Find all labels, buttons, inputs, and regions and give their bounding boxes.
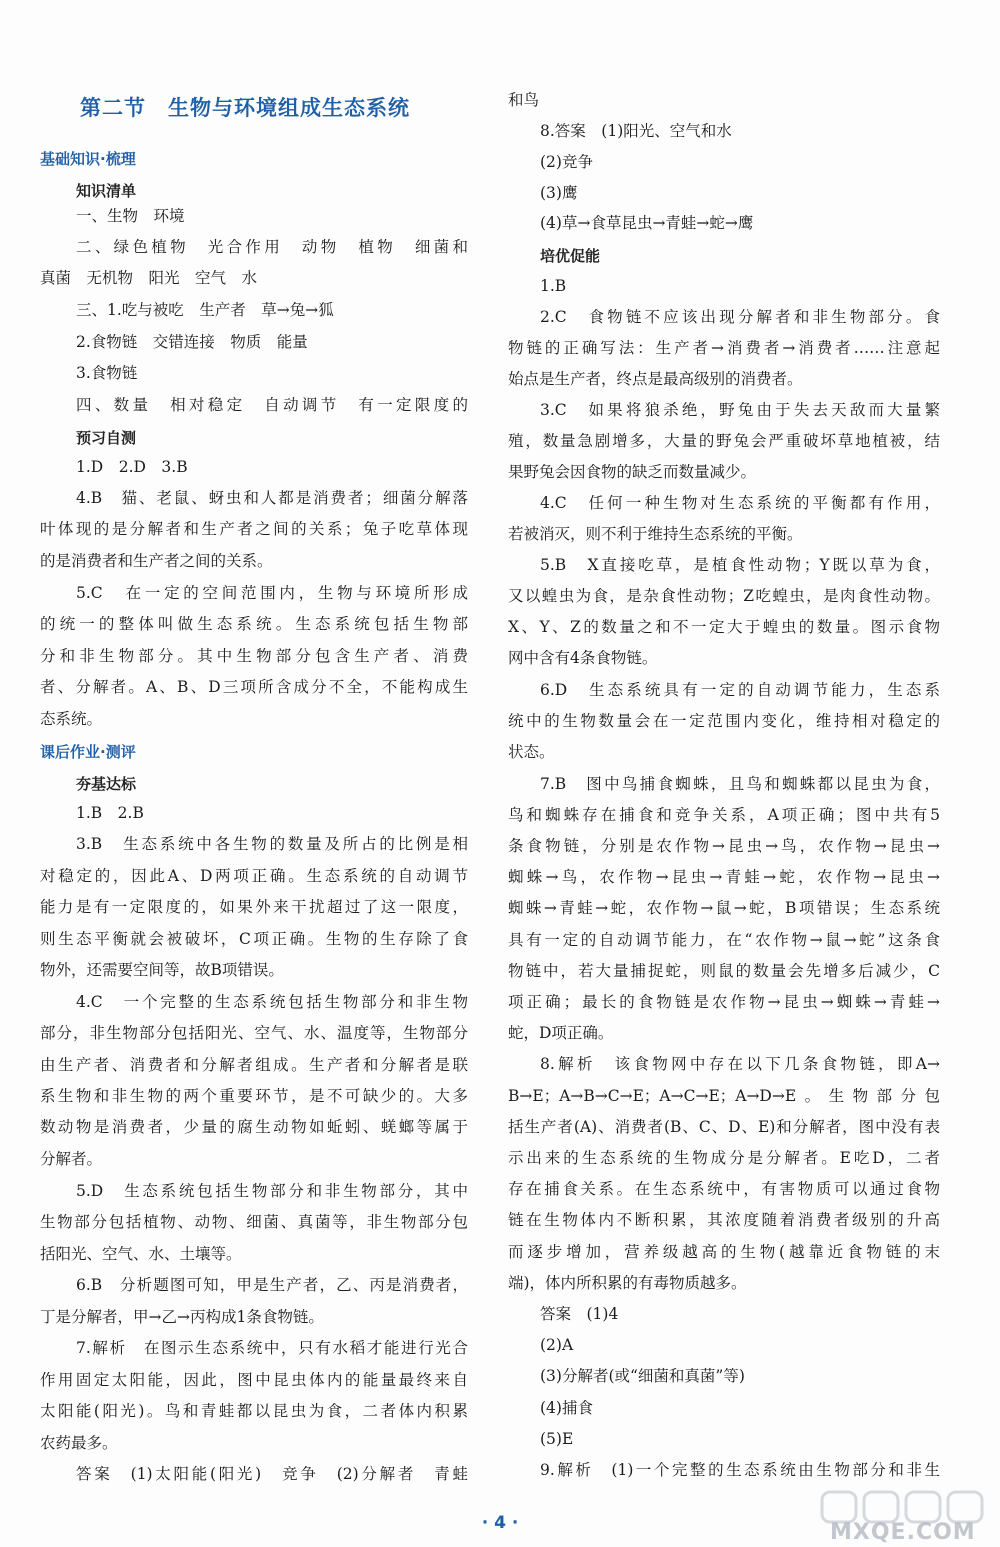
text-line: 对稳定的，因此A、D两项正确。生态系统的自动调节 <box>40 867 468 885</box>
text-line: 答案 (1)4 <box>540 1305 619 1323</box>
text-line: 能力是有一定限度的，如果外来干扰超过了这一限度， <box>40 898 468 916</box>
text-line: 统中的生物数量会在一定范围内变化，维持相对稳定的 <box>508 712 940 730</box>
page-title: 第二节 生物与环境组成生态系统 <box>80 96 410 120</box>
text-line: 2.C 食物链不应该出现分解者和非生物部分。食 <box>540 308 940 326</box>
text-line: 蜘蛛→鸟，农作物→昆虫→青蛙→蛇，农作物→昆虫→ <box>508 868 940 886</box>
text-line: 鸟和蜘蛛存在捕食和竞争关系，A项正确；图中共有5 <box>508 806 940 824</box>
text-line: 生物部分包括植物、动物、细菌、真菌等，非生物部分包 <box>40 1213 468 1231</box>
text-line: 蛇，D项正确。 <box>508 1024 614 1042</box>
text-line: 8.答案 (1)阳光、空气和水 <box>540 122 732 140</box>
text-line: (2)竞争 <box>540 153 593 171</box>
text-line: 8.解析 该食物网中存在以下几条食物链，即A→ <box>540 1055 940 1073</box>
text-line: 分和非生物部分。其中生物部分包含生产者、消费 <box>40 647 468 665</box>
text-line: 丁是分解者，甲→乙→丙构成1条食物链。 <box>40 1308 324 1326</box>
text-line: 7.解析 在图示生态系统中，只有水稻才能进行光合 <box>76 1339 468 1357</box>
text-line: 4.B 猫、老鼠、蚜虫和人都是消费者；细菌分解落 <box>76 489 468 507</box>
text-line: 4.C 一个完整的生态系统包括生物部分和非生物 <box>76 993 468 1011</box>
text-line: 物链中，若大量捕捉蛇，则鼠的数量会先增多后减少，C <box>508 962 940 980</box>
text-line: 具有一定的自动调节能力，在“农作物→鼠→蛇”这条食 <box>508 931 940 949</box>
text-line: 3.食物链 <box>76 364 138 382</box>
subheading-basic-practice: 夯基达标 <box>76 775 137 793</box>
text-line: 6.B 分析题图可知，甲是生产者，乙、丙是消费者， <box>76 1276 468 1294</box>
text-line: 三、1.吃与被吃 生产者 草→兔→狐 <box>76 301 334 319</box>
text-line: 二、绿色植物 光合作用 动物 植物 细菌和 <box>76 238 468 256</box>
text-line: 2.食物链 交错连接 物质 能量 <box>76 333 308 351</box>
page-number: · 4 · <box>481 1513 519 1533</box>
text-line: 者、分解者。A、B、D三项所含成分不全，不能构成生 <box>40 678 468 696</box>
text-line: 一、生物 环境 <box>76 207 185 225</box>
subheading-preview-test: 预习自测 <box>76 429 137 447</box>
text-line: 四、数量 相对稳定 自动调节 有一定限度的 <box>76 396 468 414</box>
text-line: X、Y、Z的数量之和不一定大于蝗虫的数量。图示食物 <box>508 618 940 636</box>
text-line: 的统一的整体叫做生态系统。生态系统包括生物部 <box>40 615 468 633</box>
text-line: 叶体现的是分解者和生产者之间的关系；兔子吃草体现 <box>40 520 468 538</box>
text-line: 的是消费者和生产者之间的关系。 <box>40 552 273 570</box>
text-line: (3)鹰 <box>540 184 578 202</box>
text-line: 分解者。 <box>40 1150 103 1168</box>
text-line: 项正确；最长的食物链是农作物→昆虫→蜘蛛→青蛙→ <box>508 993 940 1011</box>
text-line: 状态。 <box>508 743 555 761</box>
text-line: (3)分解者(或“细菌和真菌”等) <box>540 1367 745 1385</box>
text-line: (4)捕食 <box>540 1399 593 1417</box>
text-line: 真菌 无机物 阳光 空气 水 <box>40 269 258 287</box>
subheading-advanced: 培优促能 <box>540 247 601 265</box>
subheading-knowledge-list: 知识清单 <box>76 182 137 200</box>
text-line: 始点是生产者，终点是最高级别的消费者。 <box>508 370 803 388</box>
text-line: 网中含有4条食物链。 <box>508 649 658 667</box>
text-line: 物外，还需要空间等，故B项错误。 <box>40 961 284 979</box>
watermark-text: MXQE.COM <box>830 1520 976 1545</box>
text-line: B→E；A→B→C→E；A→C→E；A→D→E。生物部分包 <box>508 1087 940 1105</box>
text-line: 若被消灭，则不利于维持生态系统的平衡。 <box>508 525 803 543</box>
text-line: 答案 (1)太阳能(阳光) 竞争 (2)分解者 青蛙 <box>76 1465 468 1483</box>
text-line: 蜘蛛→青蛙→蛇，农作物→鼠→蛇，B项错误；生态系统 <box>508 899 940 917</box>
text-line: 5.C 在一定的空间范围内，生物与环境所形成 <box>76 584 468 602</box>
text-line: 括阳光、空气、水、土壤等。 <box>40 1245 242 1263</box>
text-line: 3.C 如果将狼杀绝，野兔由于失去天敌而大量繁 <box>540 401 940 419</box>
text-line: 和鸟 <box>508 91 540 109</box>
text-line: 7.B 图中鸟捕食蜘蛛，且鸟和蜘蛛都以昆虫为食， <box>540 775 940 793</box>
text-line: 3.B 生态系统中各生物的数量及所占的比例是相 <box>76 835 468 853</box>
text-line: 9.解析 (1)一个完整的生态系统由生物部分和非生 <box>540 1461 940 1479</box>
text-line: 1.B <box>540 277 567 295</box>
text-line: 条食物链，分别是农作物→昆虫→鸟，农作物→昆虫→ <box>508 837 940 855</box>
text-line: 作用固定太阳能，因此，图中昆虫体内的能量最终来自 <box>40 1371 468 1389</box>
text-line: 系生物和非生物的两个重要环节，是不可缺少的。大多 <box>40 1087 468 1105</box>
text-line: 部分，非生物部分包括阳光、空气、水、温度等，生物部分 <box>40 1024 468 1042</box>
text-line: (4)草→食草昆虫→青蛙→蛇→鹰 <box>540 214 754 232</box>
text-line: 1.B 2.B <box>76 804 144 822</box>
text-line: 由生产者、消费者和分解者组成。生产者和分解者是联 <box>40 1056 468 1074</box>
text-line: 又以蝗虫为食，是杂食性动物；Z吃蝗虫，是肉食性动物。 <box>508 587 940 605</box>
text-line: 物链的正确写法：生产者→消费者→消费者……注意起 <box>508 339 940 357</box>
text-line: 6.D 生态系统具有一定的自动调节能力，生态系 <box>540 681 940 699</box>
text-line: 端)，体内所积累的有毒物质越多。 <box>508 1274 747 1292</box>
text-line: 数动物是消费者，少量的腐生动物如蚯蚓、蜣螂等属于 <box>40 1118 468 1136</box>
text-line: 则生态平衡就会被破坏，C项正确。生物的生存除了食 <box>40 930 468 948</box>
text-line: 链在生物体内不断积累，其浓度随着消费者级别的升高 <box>508 1211 940 1229</box>
text-line: 果野兔会因食物的缺乏而数量减少。 <box>508 463 757 481</box>
text-line: (2)A <box>540 1336 574 1354</box>
text-line: 而逐步增加，营养级越高的生物(越靠近食物链的末 <box>508 1243 940 1261</box>
text-line: 5.D 生态系统包括生物部分和非生物部分，其中 <box>76 1182 468 1200</box>
text-line: 括生产者(A)、消费者(B、C、D、E)和分解者，图中没有表 <box>508 1118 940 1136</box>
text-line: 态系统。 <box>40 710 103 728</box>
text-line: 存在捕食关系。在生态系统中，有害物质可以通过食物 <box>508 1180 940 1198</box>
text-line: 农药最多。 <box>40 1434 118 1452</box>
text-line: 1.D 2.D 3.B <box>76 458 188 476</box>
section-heading-basic-knowledge: 基础知识·梳理 <box>40 150 136 168</box>
section-heading-homework: 课后作业·测评 <box>40 743 136 761</box>
text-line: 殖，数量急剧增多，大量的野兔会严重破坏草地植被，结 <box>508 432 940 450</box>
text-line: 4.C 任何一种生物对生态系统的平衡都有作用， <box>540 494 940 512</box>
text-line: 5.B X直接吃草，是植食性动物；Y既以草为食， <box>540 556 940 574</box>
text-line: (5)E <box>540 1430 574 1448</box>
text-line: 太阳能(阳光)。鸟和青蛙都以昆虫为食，二者体内积累 <box>40 1402 468 1420</box>
text-line: 示出来的生态系统的生物成分是分解者。E吃D，二者 <box>508 1149 940 1167</box>
